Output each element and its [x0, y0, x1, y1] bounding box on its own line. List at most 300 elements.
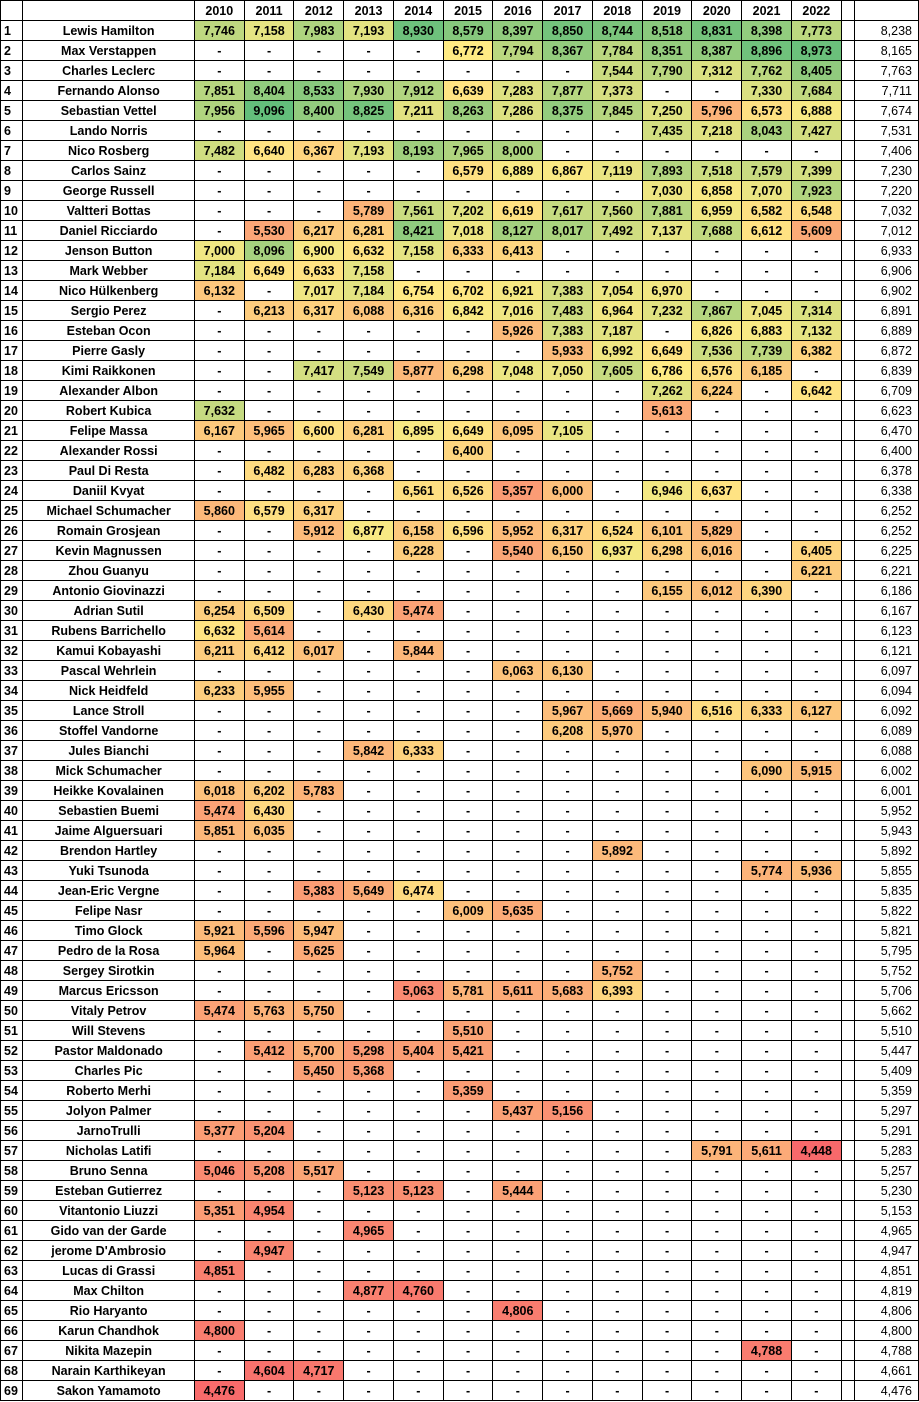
rating-cell-2014: - — [393, 1101, 443, 1121]
rating-cell-2016: - — [493, 741, 543, 761]
average-cell: 4,851 — [854, 1261, 918, 1281]
table-row — [1, 1101, 919, 1121]
rating-cell-2020: - — [692, 441, 742, 461]
rating-cell-2021: - — [742, 441, 792, 461]
column-header-2014: 2014 — [393, 1, 443, 21]
rank-cell: 35 — [1, 701, 23, 721]
rating-cell-2017: 7,105 — [543, 421, 593, 441]
column-header-2012: 2012 — [294, 1, 344, 21]
rating-cell-2020: - — [692, 421, 742, 441]
rating-cell-2016: - — [493, 821, 543, 841]
rating-cell-2021: - — [742, 641, 792, 661]
table-row — [1, 81, 919, 101]
rating-cell-2011: 5,763 — [244, 1001, 294, 1021]
rank-cell: 20 — [1, 401, 23, 421]
rank-cell: 9 — [1, 181, 23, 201]
rating-cell-2016: - — [493, 1201, 543, 1221]
driver-name-cell: jerome D'Ambrosio — [23, 1241, 195, 1261]
rating-cell-2011: - — [244, 701, 294, 721]
rating-cell-2018: - — [592, 121, 642, 141]
table-row — [1, 681, 919, 701]
rating-cell-2012: 6,600 — [294, 421, 344, 441]
rating-cell-2012: - — [294, 481, 344, 501]
rating-cell-2010: 5,351 — [194, 1201, 244, 1221]
rating-cell-2014: - — [393, 501, 443, 521]
rating-cell-2016: - — [493, 721, 543, 741]
rating-cell-2012: - — [294, 1241, 344, 1261]
rating-cell-2010: - — [194, 1361, 244, 1381]
driver-name-cell: Esteban Ocon — [23, 321, 195, 341]
rating-cell-2018: 5,752 — [592, 961, 642, 981]
column-header-2017: 2017 — [543, 1, 593, 21]
rating-cell-2016: - — [493, 121, 543, 141]
rating-cell-2019: 7,790 — [642, 61, 692, 81]
rating-cell-2010: 6,632 — [194, 621, 244, 641]
driver-name-cell: Kimi Raikkonen — [23, 361, 195, 381]
spacer-cell — [841, 601, 854, 621]
rating-cell-2017: - — [543, 921, 593, 941]
rating-cell-2018: - — [592, 501, 642, 521]
rating-cell-2022: 5,609 — [791, 221, 841, 241]
rating-cell-2018: - — [592, 1321, 642, 1341]
rating-cell-2021: - — [742, 1201, 792, 1221]
rating-cell-2014: - — [393, 461, 443, 481]
rating-cell-2017: 8,017 — [543, 221, 593, 241]
rating-cell-2020: - — [692, 1121, 742, 1141]
driver-name-cell: Brendon Hartley — [23, 841, 195, 861]
rating-cell-2018: - — [592, 621, 642, 641]
rank-cell: 41 — [1, 821, 23, 841]
rating-cell-2016: 7,283 — [493, 81, 543, 101]
rating-cell-2014: - — [393, 1121, 443, 1141]
driver-name-cell: Sebastien Buemi — [23, 801, 195, 821]
rating-cell-2018: - — [592, 421, 642, 441]
rating-cell-2013: - — [344, 1261, 394, 1281]
average-cell: 5,822 — [854, 901, 918, 921]
rating-cell-2019: - — [642, 441, 692, 461]
rank-cell: 46 — [1, 921, 23, 941]
rating-cell-2014: 7,211 — [393, 101, 443, 121]
average-cell: 6,902 — [854, 281, 918, 301]
rating-cell-2010: - — [194, 1061, 244, 1081]
driver-name-cell: Max Verstappen — [23, 41, 195, 61]
rating-cell-2022: 6,405 — [791, 541, 841, 561]
rating-cell-2018: - — [592, 141, 642, 161]
rank-cell: 56 — [1, 1121, 23, 1141]
rating-cell-2010: 5,046 — [194, 1161, 244, 1181]
spacer-cell — [841, 181, 854, 201]
spacer-cell — [841, 1221, 854, 1241]
rating-cell-2012: 6,633 — [294, 261, 344, 281]
rating-cell-2014: 4,760 — [393, 1281, 443, 1301]
rating-cell-2014: 6,474 — [393, 881, 443, 901]
rating-cell-2020: - — [692, 761, 742, 781]
rating-cell-2016: - — [493, 1321, 543, 1341]
table-row — [1, 621, 919, 641]
rating-cell-2018: - — [592, 1221, 642, 1241]
rating-cell-2011: - — [244, 981, 294, 1001]
rating-cell-2018: - — [592, 1061, 642, 1081]
average-cell: 6,891 — [854, 301, 918, 321]
spacer-cell — [841, 401, 854, 421]
rating-cell-2012: 5,750 — [294, 1001, 344, 1021]
rating-cell-2019: - — [642, 1021, 692, 1041]
rating-cell-2022: - — [791, 1041, 841, 1061]
rating-cell-2016: 5,611 — [493, 981, 543, 1001]
rating-cell-2018: - — [592, 561, 642, 581]
rating-cell-2021: - — [742, 741, 792, 761]
rating-cell-2018: - — [592, 681, 642, 701]
rating-cell-2017: - — [543, 801, 593, 821]
rating-cell-2016: - — [493, 841, 543, 861]
rating-cell-2014: - — [393, 341, 443, 361]
rating-cell-2012: - — [294, 1281, 344, 1301]
rating-cell-2012: - — [294, 1341, 344, 1361]
rating-cell-2013: - — [344, 501, 394, 521]
rating-cell-2020: 8,831 — [692, 21, 742, 41]
rating-cell-2010: 5,377 — [194, 1121, 244, 1141]
table-row — [1, 1361, 919, 1381]
rating-cell-2011: - — [244, 841, 294, 861]
rating-cell-2018: - — [592, 1081, 642, 1101]
rating-cell-2015: 7,018 — [443, 221, 493, 241]
rating-cell-2020: 6,858 — [692, 181, 742, 201]
rating-cell-2019: - — [642, 81, 692, 101]
rating-cell-2017: - — [543, 1341, 593, 1361]
rating-cell-2012: - — [294, 841, 344, 861]
table-row — [1, 1321, 919, 1341]
rating-cell-2017: 7,483 — [543, 301, 593, 321]
rating-cell-2022: 6,382 — [791, 341, 841, 361]
rating-cell-2012: 5,912 — [294, 521, 344, 541]
rating-cell-2011: - — [244, 1221, 294, 1241]
rating-cell-2011: 5,204 — [244, 1121, 294, 1141]
rating-cell-2018: - — [592, 641, 642, 661]
rating-cell-2022: - — [791, 1361, 841, 1381]
rating-cell-2018: 7,373 — [592, 81, 642, 101]
rating-cell-2019: - — [642, 1041, 692, 1061]
rating-cell-2010: - — [194, 1301, 244, 1321]
rating-cell-2017: - — [543, 941, 593, 961]
rating-cell-2013: - — [344, 1141, 394, 1161]
driver-name-cell: Sergey Sirotkin — [23, 961, 195, 981]
rating-cell-2019: - — [642, 1161, 692, 1181]
rating-cell-2015: - — [443, 1161, 493, 1181]
rating-cell-2013: - — [344, 1241, 394, 1261]
rating-cell-2020: - — [692, 1041, 742, 1061]
rating-cell-2022: - — [791, 1281, 841, 1301]
rating-cell-2010: 7,482 — [194, 141, 244, 161]
rating-cell-2011: - — [244, 521, 294, 541]
rank-cell: 15 — [1, 301, 23, 321]
rating-cell-2017: - — [543, 1361, 593, 1381]
driver-name-cell: Nicholas Latifi — [23, 1141, 195, 1161]
rating-cell-2017: - — [543, 261, 593, 281]
rating-cell-2015: - — [443, 941, 493, 961]
rating-cell-2020: - — [692, 861, 742, 881]
average-cell: 6,623 — [854, 401, 918, 421]
rank-cell: 47 — [1, 941, 23, 961]
rating-cell-2018: - — [592, 1181, 642, 1201]
table-row — [1, 481, 919, 501]
average-cell: 5,892 — [854, 841, 918, 861]
rating-cell-2013: 8,825 — [344, 101, 394, 121]
rating-cell-2016: 8,000 — [493, 141, 543, 161]
rating-cell-2012: - — [294, 861, 344, 881]
table-row — [1, 181, 919, 201]
rating-cell-2010: - — [194, 381, 244, 401]
rating-cell-2018: - — [592, 181, 642, 201]
rating-cell-2017: - — [543, 441, 593, 461]
rating-cell-2022: - — [791, 1241, 841, 1261]
rating-cell-2013: 6,632 — [344, 241, 394, 261]
table-row — [1, 661, 919, 681]
table-row — [1, 1201, 919, 1221]
rating-cell-2019: 5,940 — [642, 701, 692, 721]
rating-cell-2013: 7,193 — [344, 141, 394, 161]
average-cell: 5,359 — [854, 1081, 918, 1101]
driver-name-cell: Vitaly Petrov — [23, 1001, 195, 1021]
rating-cell-2021: - — [742, 541, 792, 561]
rating-cell-2010: - — [194, 521, 244, 541]
driver-name-cell: Zhou Guanyu — [23, 561, 195, 581]
rating-cell-2019: - — [642, 801, 692, 821]
rating-cell-2012: - — [294, 961, 344, 981]
rating-cell-2019: - — [642, 781, 692, 801]
rating-cell-2015: - — [443, 581, 493, 601]
table-row — [1, 41, 919, 61]
rank-cell: 25 — [1, 501, 23, 521]
rating-cell-2019: - — [642, 881, 692, 901]
rating-cell-2018: - — [592, 881, 642, 901]
rating-cell-2015: - — [443, 621, 493, 641]
rating-cell-2011: 7,158 — [244, 21, 294, 41]
average-cell: 6,094 — [854, 681, 918, 701]
rating-cell-2022: 5,915 — [791, 761, 841, 781]
rating-cell-2014: - — [393, 661, 443, 681]
rating-cell-2011: 9,096 — [244, 101, 294, 121]
rating-cell-2011: - — [244, 361, 294, 381]
rating-cell-2021: 6,390 — [742, 581, 792, 601]
rating-cell-2022: - — [791, 421, 841, 441]
rating-cell-2020: 6,959 — [692, 201, 742, 221]
rating-cell-2015: - — [443, 761, 493, 781]
rating-cell-2013: - — [344, 41, 394, 61]
rating-cell-2014: - — [393, 1241, 443, 1261]
table-row — [1, 121, 919, 141]
rating-cell-2016: - — [493, 921, 543, 941]
rating-cell-2016: - — [493, 181, 543, 201]
rating-cell-2011: - — [244, 721, 294, 741]
driver-name-cell: Romain Grosjean — [23, 521, 195, 541]
rating-cell-2010: - — [194, 561, 244, 581]
rating-cell-2012: 6,017 — [294, 641, 344, 661]
rating-cell-2011: 6,649 — [244, 261, 294, 281]
rating-cell-2018: 7,119 — [592, 161, 642, 181]
rating-cell-2015: - — [443, 1101, 493, 1121]
spacer-cell — [841, 101, 854, 121]
average-cell: 6,400 — [854, 441, 918, 461]
rating-cell-2012: 7,417 — [294, 361, 344, 381]
table-row — [1, 961, 919, 981]
rating-cell-2017: - — [543, 841, 593, 861]
rating-cell-2018: - — [592, 741, 642, 761]
driver-name-cell: Nick Heidfeld — [23, 681, 195, 701]
average-cell: 5,821 — [854, 921, 918, 941]
rank-cell: 23 — [1, 461, 23, 481]
rating-cell-2017: - — [543, 1001, 593, 1021]
rating-cell-2021: - — [742, 1381, 792, 1401]
rating-cell-2010: 7,746 — [194, 21, 244, 41]
rating-cell-2018: 7,560 — [592, 201, 642, 221]
rating-cell-2014: - — [393, 1001, 443, 1021]
rating-cell-2018: - — [592, 481, 642, 501]
driver-name-cell: Daniil Kvyat — [23, 481, 195, 501]
rating-cell-2010: 7,000 — [194, 241, 244, 261]
rating-cell-2020: 7,518 — [692, 161, 742, 181]
rating-cell-2017: 7,617 — [543, 201, 593, 221]
driver-name-cell: Pierre Gasly — [23, 341, 195, 361]
average-cell: 5,943 — [854, 821, 918, 841]
rating-cell-2012: 8,400 — [294, 101, 344, 121]
average-cell: 6,839 — [854, 361, 918, 381]
rating-cell-2010: 4,476 — [194, 1381, 244, 1401]
rank-cell: 29 — [1, 581, 23, 601]
average-cell: 6,002 — [854, 761, 918, 781]
spacer-cell — [841, 261, 854, 281]
rating-cell-2011: 6,509 — [244, 601, 294, 621]
rank-cell: 58 — [1, 1161, 23, 1181]
average-cell: 7,674 — [854, 101, 918, 121]
rating-cell-2011: 6,640 — [244, 141, 294, 161]
rank-cell: 28 — [1, 561, 23, 581]
rating-cell-2010: 7,632 — [194, 401, 244, 421]
rating-cell-2017: 7,050 — [543, 361, 593, 381]
rating-cell-2014: 5,877 — [393, 361, 443, 381]
rating-cell-2014: - — [393, 1081, 443, 1101]
column-header-2011: 2011 — [244, 1, 294, 21]
average-cell: 5,291 — [854, 1121, 918, 1141]
rating-cell-2021: - — [742, 661, 792, 681]
rating-cell-2013: - — [344, 1121, 394, 1141]
rating-cell-2015: - — [443, 561, 493, 581]
rating-cell-2010: 4,800 — [194, 1321, 244, 1341]
driver-name-cell: Michael Schumacher — [23, 501, 195, 521]
rating-cell-2014: - — [393, 1141, 443, 1161]
rating-cell-2019: 7,262 — [642, 381, 692, 401]
table-row — [1, 641, 919, 661]
rating-cell-2021: 6,333 — [742, 701, 792, 721]
rating-cell-2011: - — [244, 761, 294, 781]
average-cell: 7,220 — [854, 181, 918, 201]
average-cell: 6,221 — [854, 561, 918, 581]
rating-cell-2019: - — [642, 421, 692, 441]
rating-cell-2019: 7,893 — [642, 161, 692, 181]
rating-cell-2020: - — [692, 741, 742, 761]
rating-cell-2015: - — [443, 1301, 493, 1321]
rating-cell-2021: 8,398 — [742, 21, 792, 41]
rating-cell-2016: - — [493, 561, 543, 581]
rating-cell-2016: - — [493, 601, 543, 621]
table-row — [1, 741, 919, 761]
table-row — [1, 101, 919, 121]
rating-cell-2019: - — [642, 1001, 692, 1021]
rating-cell-2017: - — [543, 561, 593, 581]
rating-cell-2019: 6,970 — [642, 281, 692, 301]
rating-cell-2012: - — [294, 121, 344, 141]
rating-cell-2011: 4,947 — [244, 1241, 294, 1261]
rating-cell-2013: 7,930 — [344, 81, 394, 101]
rating-cell-2013: - — [344, 801, 394, 821]
rating-cell-2022: 7,314 — [791, 301, 841, 321]
rating-cell-2010: - — [194, 981, 244, 1001]
driver-name-cell: JarnoTrulli — [23, 1121, 195, 1141]
column-header-2019: 2019 — [642, 1, 692, 21]
rating-cell-2015: - — [443, 961, 493, 981]
driver-name-cell: Will Stevens — [23, 1021, 195, 1041]
average-cell: 6,088 — [854, 741, 918, 761]
rating-cell-2014: - — [393, 1021, 443, 1041]
rating-cell-2018: 7,492 — [592, 221, 642, 241]
rating-cell-2019: - — [642, 501, 692, 521]
rating-cell-2020: 6,637 — [692, 481, 742, 501]
driver-name-cell: Lewis Hamilton — [23, 21, 195, 41]
rating-cell-2022: - — [791, 881, 841, 901]
rating-cell-2021: 7,579 — [742, 161, 792, 181]
rating-cell-2011: - — [244, 1261, 294, 1281]
driver-name-cell: Mick Schumacher — [23, 761, 195, 781]
rating-cell-2013: - — [344, 921, 394, 941]
rating-cell-2018: - — [592, 821, 642, 841]
spacer-cell — [841, 1381, 854, 1401]
rating-cell-2020: - — [692, 801, 742, 821]
driver-name-cell: Gido van der Garde — [23, 1221, 195, 1241]
rating-cell-2015: 6,596 — [443, 521, 493, 541]
rating-cell-2012: - — [294, 621, 344, 641]
rating-cell-2021: 8,896 — [742, 41, 792, 61]
rating-cell-2020: - — [692, 821, 742, 841]
rating-cell-2010: 5,474 — [194, 1001, 244, 1021]
rating-cell-2017: - — [543, 961, 593, 981]
column-header-blank — [841, 1, 854, 21]
rating-cell-2010: - — [194, 1221, 244, 1241]
rating-cell-2016: - — [493, 1161, 543, 1181]
rating-cell-2012: - — [294, 1181, 344, 1201]
rating-cell-2021: - — [742, 1181, 792, 1201]
rating-cell-2020: 7,218 — [692, 121, 742, 141]
rating-cell-2018: - — [592, 781, 642, 801]
rating-cell-2015: - — [443, 681, 493, 701]
rating-cell-2014: - — [393, 581, 443, 601]
rating-cell-2014: 6,561 — [393, 481, 443, 501]
rating-cell-2015: - — [443, 1261, 493, 1281]
rating-cell-2015: 7,202 — [443, 201, 493, 221]
rating-cell-2017: - — [543, 1301, 593, 1321]
rating-cell-2015: - — [443, 501, 493, 521]
driver-name-cell: Nikita Mazepin — [23, 1341, 195, 1361]
average-cell: 6,933 — [854, 241, 918, 261]
rating-cell-2015: - — [443, 601, 493, 621]
rank-cell: 57 — [1, 1141, 23, 1161]
table-row — [1, 241, 919, 261]
rank-cell: 33 — [1, 661, 23, 681]
rating-cell-2013: - — [344, 1321, 394, 1341]
rating-cell-2015: - — [443, 181, 493, 201]
rating-cell-2013: 5,649 — [344, 881, 394, 901]
rating-cell-2022: - — [791, 401, 841, 421]
rating-cell-2013: 5,298 — [344, 1041, 394, 1061]
spacer-cell — [841, 301, 854, 321]
